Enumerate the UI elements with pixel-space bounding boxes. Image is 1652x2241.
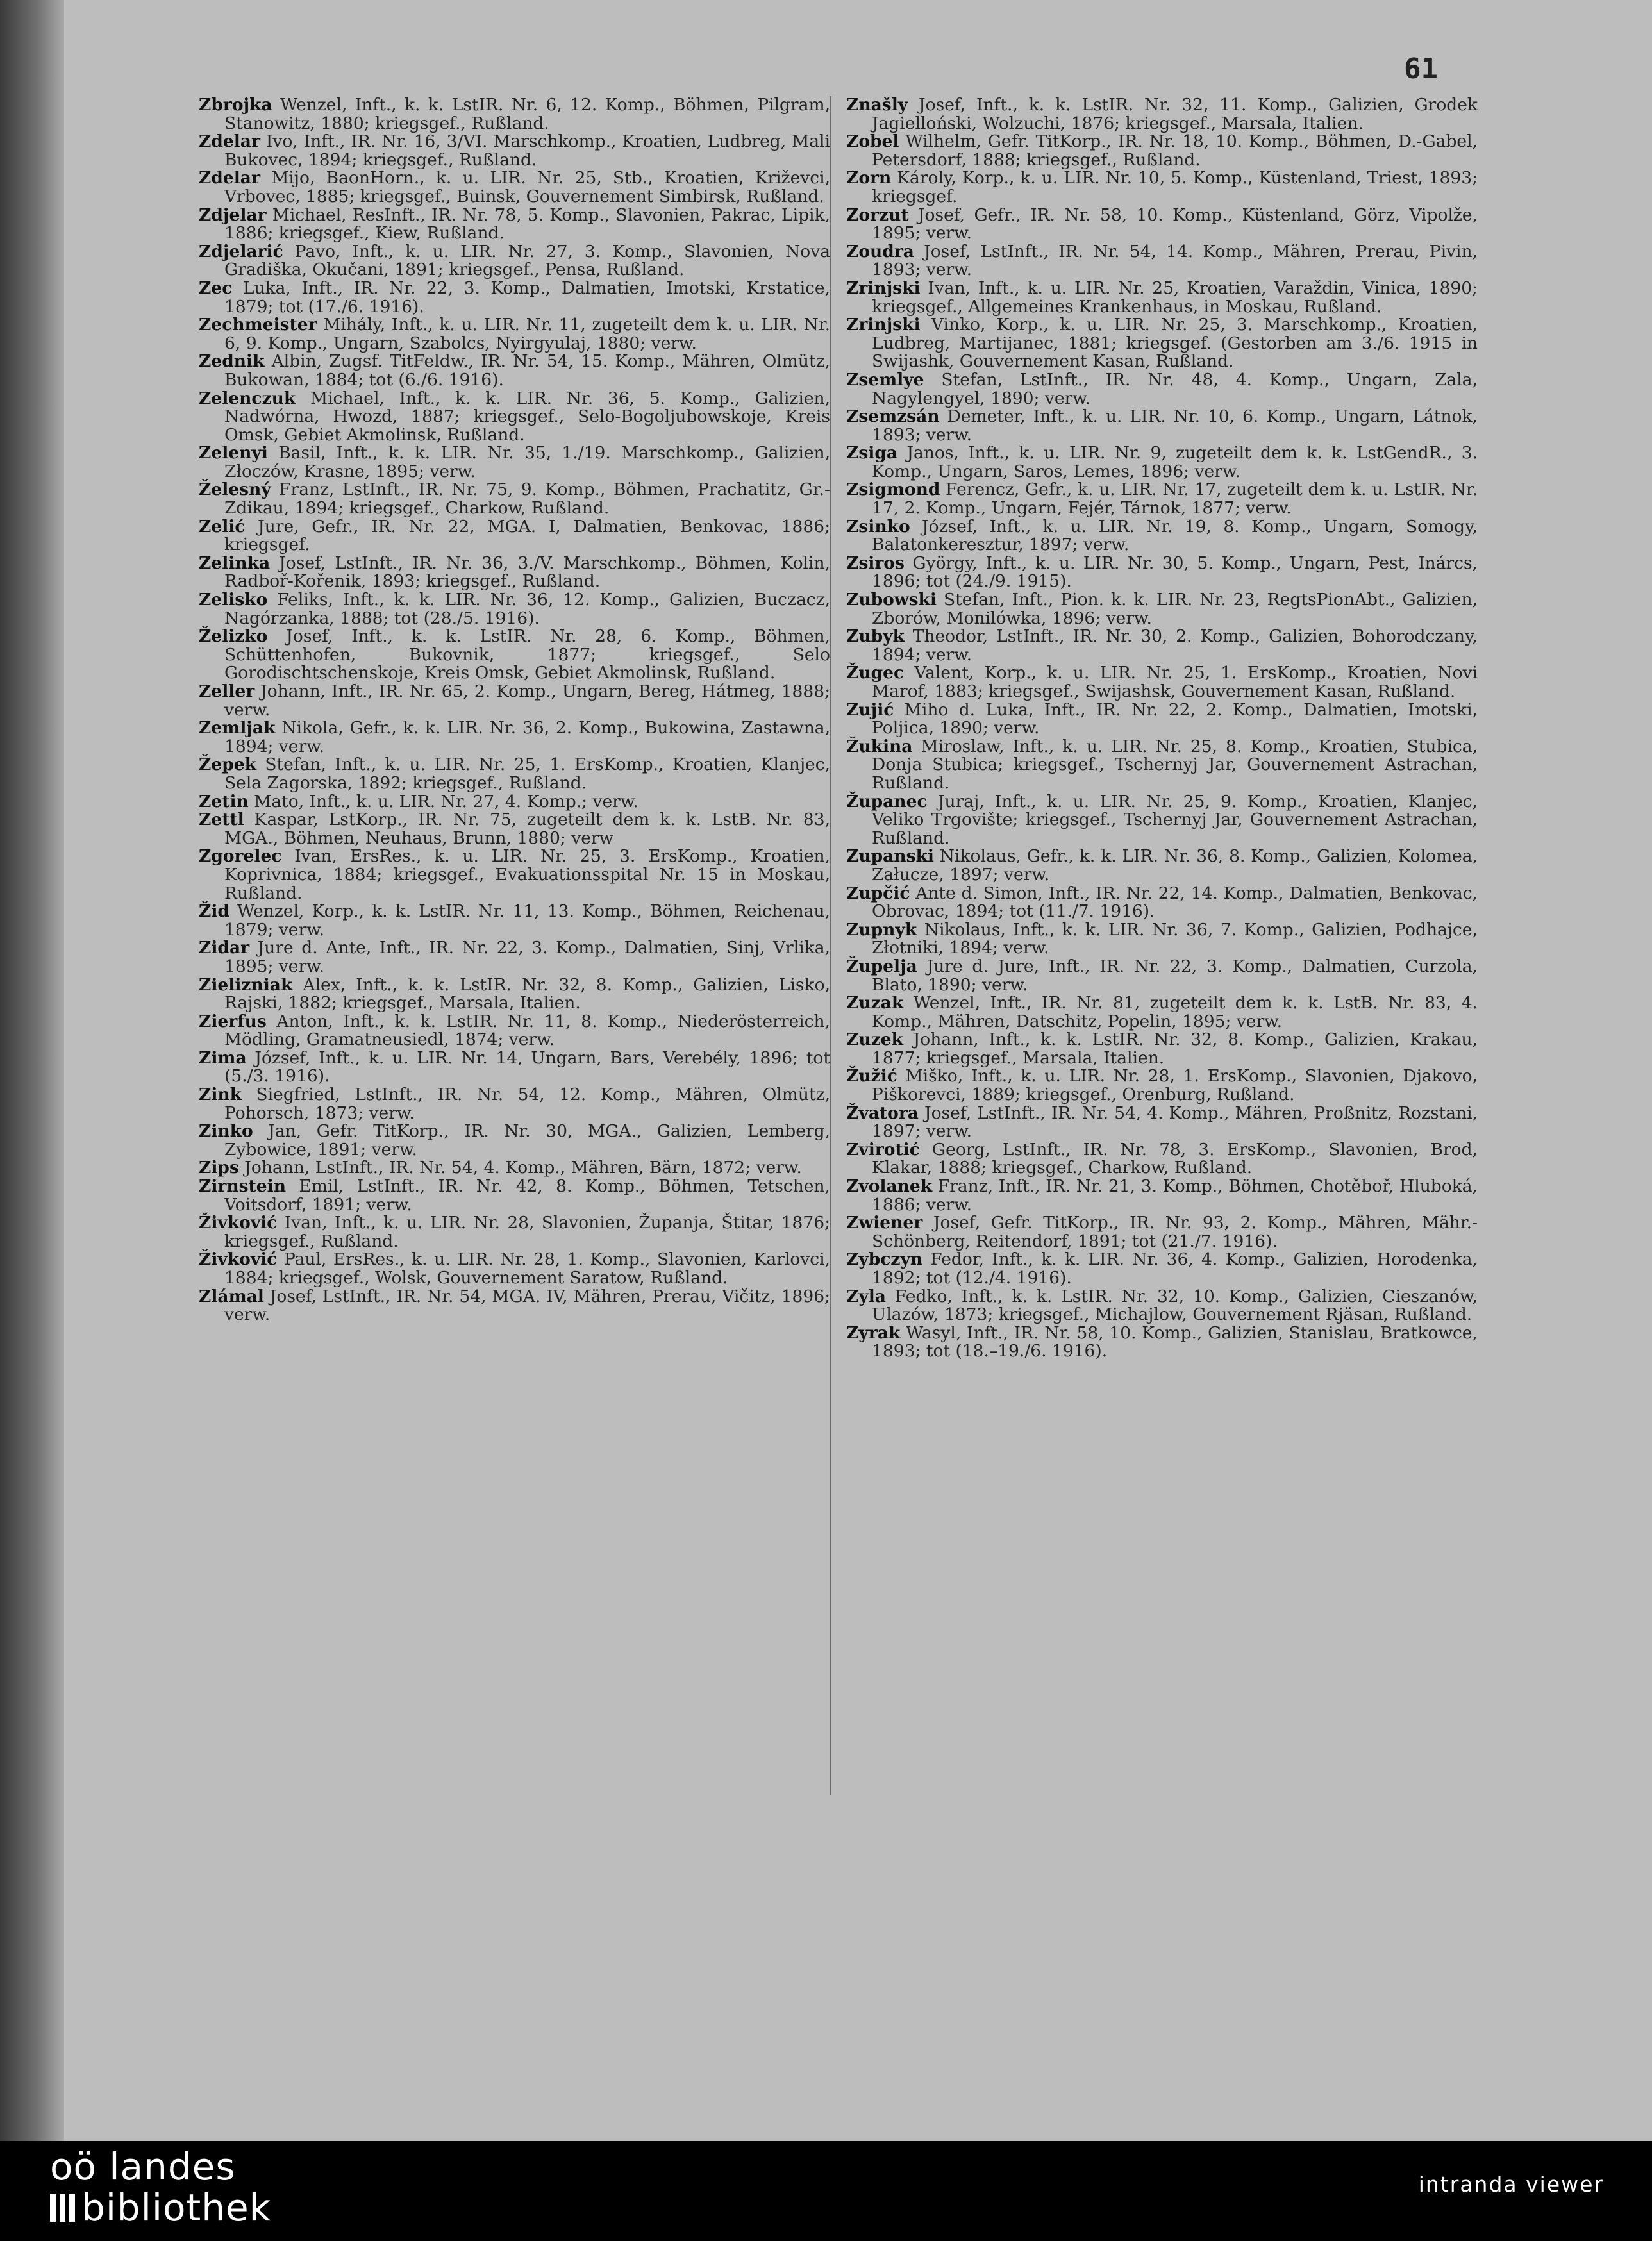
register-entry — [199, 353, 830, 389]
register-entry — [846, 994, 1478, 1031]
register-entry — [846, 408, 1478, 444]
entry-details: Josef, Inft., k. k. LstIR. Nr. 32, 11. Komp., Galizien, Grodek Jagielloński, Wolzuchi, 1876; kriegsgef., Marsala, Italien. — [872, 95, 1478, 133]
entry-details: Wenzel, Korp., k. k. LstIR. Nr. 11, 13. Komp., Böhmen, Reichenau, 1879; verw. — [224, 901, 830, 940]
entry-details: Juraj, Inft., k. u. LIR. Nr. 25, 9. Komp., Kroatien, Klanjec, Veliko Trgovište; kriegsgef., Tschernyj Jar, Gouvernement Astrachan, Rußland. — [872, 791, 1478, 848]
entry-surname: Žepek — [199, 754, 256, 775]
register-entry — [199, 279, 830, 316]
library-logo[interactable] — [50, 2146, 271, 2228]
register-entry — [199, 1288, 830, 1324]
register-entry — [846, 847, 1478, 884]
register-entry — [199, 206, 830, 243]
register-entry — [846, 96, 1478, 133]
entry-surname: Zgorelec — [199, 846, 282, 867]
register-entry — [199, 1251, 830, 1287]
register-entry — [199, 1049, 830, 1086]
register-entry — [199, 243, 830, 279]
register-entry — [846, 316, 1478, 371]
entry-surname: Zdjelarić — [199, 241, 283, 262]
entry-surname: Županec — [846, 791, 928, 812]
entry-surname: Zdelar — [199, 168, 260, 188]
register-entry — [846, 1251, 1478, 1287]
entry-surname: Zemljak — [199, 718, 276, 738]
entry-surname: Zelisko — [199, 590, 268, 610]
entry-surname: Zdjelar — [199, 204, 267, 225]
register-entry — [199, 444, 830, 481]
entry-details: Theodor, LstInft., IR. Nr. 30, 2. Komp., Galizien, Bohorodczany, 1894; verw. — [872, 626, 1478, 665]
entry-details: Anton, Inft., k. k. LstIR. Nr. 11, 8. Komp., Niederösterreich, Mödling, Gramatneusiedl, 1874; verw. — [224, 1011, 830, 1050]
entry-details: Ante d. Simon, Inft., IR. Nr. 22, 14. Komp., Dalmatien, Benkovac, Obrovac, 1894; tot (11./7. 1916). — [872, 883, 1478, 922]
entry-details: Vinko, Korp., k. u. LIR. Nr. 25, 3. Marschkomp., Kroatien, Ludbreg, Martijanec, 1881; kriegsgef. (Gestorben am 3./6. 1915 in Swijashk, Gouvernement Kasan, Rußland. — [872, 315, 1478, 372]
entry-surname: Zelinka — [199, 553, 271, 573]
entry-details: Ivan, Inft., k. u. LIR. Nr. 28, Slavonien, Županja, Štitar, 1876; kriegsgef., Rußland. — [224, 1213, 830, 1251]
register-entry — [846, 1067, 1478, 1104]
register-entry — [846, 1031, 1478, 1067]
entry-surname: Zetin — [199, 791, 249, 812]
right-column — [846, 96, 1478, 1361]
entry-details: Josef, LstInft., IR. Nr. 54, 4. Komp., Mähren, Proßnitz, Rozstani, 1897; verw. — [872, 1103, 1478, 1142]
logo-text-bottom: bibliothek — [81, 2186, 272, 2229]
entry-details: Josef, LstInft., IR. Nr. 54, MGA. IV, Mähren, Prerau, Vičitz, 1896; verw. — [224, 1286, 830, 1325]
entry-surname: Zec — [199, 278, 233, 298]
entry-surname: Zupčić — [846, 883, 910, 903]
register-entry — [199, 518, 830, 554]
register-entry — [199, 591, 830, 628]
register-entry — [846, 738, 1478, 793]
entry-surname: Zelenczuk — [199, 388, 296, 408]
entry-surname: Živković — [199, 1249, 278, 1270]
entry-details: Josef, Gefr., IR. Nr. 58, 10. Komp., Küstenland, Görz, Vipolže, 1895; verw. — [872, 204, 1478, 244]
entry-surname: Živković — [199, 1213, 278, 1233]
entry-details: Miroslaw, Inft., k. u. LIR. Nr. 25, 8. Komp., Kroatien, Stubica, Donja Stubica; kriegsgef., Tschernyj Jar, Gouvernement Astrachan, Rußland. — [872, 736, 1478, 793]
entry-details: Jure d. Jure, Inft., IR. Nr. 22, 3. Komp., Dalmatien, Curzola, Blato, 1890; verw. — [872, 956, 1478, 995]
entry-details: Mihály, Inft., k. u. LIR. Nr. 11, zugeteilt dem k. u. LIR. Nr. 6, 9. Komp., Ungarn, Szabolcs, Nyirgyulaj, 1880; verw. — [224, 315, 830, 353]
entry-details: Johann, LstInft., IR. Nr. 54, 4. Komp., Mähren, Bärn, 1872; verw. — [238, 1158, 802, 1178]
entry-surname: Zelenyi — [199, 443, 268, 463]
register-entry — [846, 1141, 1478, 1178]
entry-details: Stefan, LstInft., IR. Nr. 48, 4. Komp., Ungarn, Zala, Nagylengyel, 1890; verw. — [872, 369, 1478, 408]
entry-surname: Zupanski — [846, 846, 934, 867]
entry-surname: Zeller — [199, 681, 255, 701]
register-entry — [199, 1159, 830, 1178]
entry-details: Michael, ResInft., IR. Nr. 78, 5. Komp., Slavonien, Pakrac, Lipik, 1886; kriegsgef., Kiew, Rußland. — [224, 204, 830, 244]
entry-surname: Zsemlye — [846, 369, 924, 390]
column-divider — [830, 96, 831, 1795]
entry-details: Wilhelm, Gefr. TitKorp., IR. Nr. 18, 10. Komp., Böhmen, D.-Gabel, Petersdorf, 1888; kriegsgef., Rußland. — [872, 131, 1478, 170]
book-gutter — [0, 0, 64, 2141]
entry-details: Stefan, Inft., Pion. k. k. LIR. Nr. 23, RegtsPionAbt., Galizien, Zborów, Monilówka, 1896; verw. — [872, 590, 1478, 628]
entry-surname: Zrinjski — [846, 278, 921, 298]
entry-details: Franz, LstInft., IR. Nr. 75, 9. Komp., Böhmen, Prachatitz, Gr.-Zdikau, 1894; kriegsgef., Charkow, Rußland. — [224, 479, 830, 519]
entry-details: Stefan, Inft., k. u. LIR. Nr. 25, 1. ErsKomp., Kroatien, Klanjec, Sela Zagorska, 1892; kriegsgef., Rußland. — [224, 754, 830, 793]
register-entry — [199, 811, 830, 847]
register-entry — [199, 976, 830, 1013]
entry-details: Alex, Inft., k. k. LstIR. Nr. 32, 8. Komp., Galizien, Lisko, Rajski, 1882; kriegsgef., Marsala, Italien. — [224, 974, 830, 1013]
entry-details: Wenzel, Inft., IR. Nr. 81, zugeteilt dem k. k. LstB. Nr. 83, 4. Komp., Mähren, Datschitz, Popelin, 1895; verw. — [872, 993, 1478, 1031]
entry-surname: Zobel — [846, 131, 899, 152]
entry-surname: Želesný — [199, 479, 271, 500]
entry-details: Wasyl, Inft., IR. Nr. 58, 10. Komp., Galizien, Stanislau, Bratkowce, 1893; tot (18.–19./6. 1916). — [872, 1322, 1478, 1362]
register-entry — [846, 444, 1478, 481]
entry-surname: Zsigmond — [846, 479, 940, 500]
register-entry — [846, 1324, 1478, 1361]
register-entry — [199, 169, 830, 206]
register-entry — [846, 133, 1478, 169]
register-entry — [846, 958, 1478, 994]
entry-details: Valent, Korp., k. u. LIR. Nr. 25, 1. ErsKomp., Kroatien, Novi Marof, 1883; kriegsgef., Swijashsk, Gouvernement Kasan, Rußland. — [872, 663, 1478, 701]
entry-details: Jure, Gefr., IR. Nr. 22, MGA. I, Dalmatien, Benkovac, 1886; kriegsgef. — [224, 516, 830, 555]
register-entry — [846, 591, 1478, 628]
entry-surname: Zink — [199, 1085, 242, 1105]
entry-surname: Zdelar — [199, 131, 260, 152]
register-entry — [846, 628, 1478, 664]
entry-surname: Zorzut — [846, 204, 909, 225]
register-entry — [199, 133, 830, 169]
entry-details: Wenzel, Inft., k. k. LstIR. Nr. 6, 12. Komp., Böhmen, Pilgram, Stanowitz, 1880; kriegsgef., Rußland. — [224, 95, 830, 133]
logo-row-bottom — [50, 2187, 271, 2228]
register-entry — [199, 96, 830, 133]
entry-details: Miško, Inft., k. u. LIR. Nr. 28, 1. ErsKomp., Slavonien, Djakovo, Piškorevci, 1889; kriegsgef., Orenburg, Rußland. — [872, 1066, 1478, 1105]
entry-details: Basil, Inft., k. k. LIR. Nr. 35, 1./19. Marschkomp., Galizien, Złoczów, Krasne, 1895; verw. — [224, 443, 830, 481]
entry-surname: Zybczyn — [846, 1249, 923, 1270]
entry-details: József, Inft., k. u. LIR. Nr. 19, 8. Komp., Ungarn, Somogy, Balatonkeresztur, 1897; verw. — [872, 516, 1478, 555]
entry-surname: Zuzak — [846, 993, 904, 1013]
register-entry — [199, 316, 830, 353]
register-entry — [199, 939, 830, 976]
entry-surname: Žukina — [846, 736, 913, 756]
register-entry — [846, 554, 1478, 591]
entry-surname: Žugec — [846, 663, 905, 683]
entry-surname: Žužić — [846, 1066, 897, 1087]
register-entry — [846, 243, 1478, 279]
viewer-brand-label: intranda viewer — [1418, 2172, 1604, 2197]
entry-surname: Zsiros — [846, 553, 905, 573]
entry-surname: Zima — [199, 1047, 247, 1068]
register-entry — [199, 756, 830, 792]
page-number: 61 — [1404, 53, 1438, 85]
register-entry — [846, 1104, 1478, 1141]
entry-details: Ferencz, Gefr., k. u. LIR. Nr. 17, zugeteilt dem k. u. LstIR. Nr. 17, 2. Komp., Ungarn, Fejér, Tárnok, 1877; verw. — [872, 479, 1478, 519]
entry-details: Jan, Gefr. TitKorp., IR. Nr. 30, MGA., Galizien, Lemberg, Zybowice, 1891; verw. — [224, 1121, 830, 1160]
entry-details: Jure d. Ante, Inft., IR. Nr. 22, 3. Komp., Dalmatien, Sinj, Vrlika, 1895; verw. — [224, 938, 830, 976]
register-entry — [199, 1086, 830, 1122]
entry-surname: Zirnstein — [199, 1176, 286, 1197]
register-entry — [199, 1122, 830, 1159]
entry-surname: Zips — [199, 1158, 239, 1178]
entry-details: Károly, Korp., k. u. LIR. Nr. 10, 5. Komp., Küstenland, Triest, 1893; kriegsgef. — [872, 168, 1478, 206]
register-entry — [199, 719, 830, 756]
entry-surname: Zidar — [199, 938, 250, 958]
entry-details: Pavo, Inft., k. u. LIR. Nr. 27, 3. Komp., Slavonien, Nova Gradiška, Okučani, 1891; kriegsgef., Pensa, Rußland. — [224, 241, 830, 280]
register-entry — [199, 1178, 830, 1214]
register-entry — [846, 279, 1478, 316]
entry-surname: Zoudra — [846, 241, 914, 262]
entry-surname: Zyla — [846, 1286, 886, 1306]
entry-details: Siegfried, LstInft., IR. Nr. 54, 12. Komp., Mähren, Olmütz, Pohorsch, 1873; verw. — [224, 1085, 830, 1123]
entry-surname: Zierfus — [199, 1011, 267, 1031]
entry-details: Feliks, Inft., k. k. LIR. Nr. 36, 12. Komp., Galizien, Buczacz, Nagórzanka, 1888; tot (28./5. 1916). — [224, 590, 830, 628]
entry-details: Nikola, Gefr., k. k. LIR. Nr. 36, 2. Komp., Bukowina, Zastawna, 1894; verw. — [224, 718, 830, 756]
logo-bars-icon — [50, 2194, 75, 2222]
entry-details: Nikolaus, Gefr., k. k. LIR. Nr. 36, 8. Komp., Galizien, Kolomea, Załucze, 1897; verw. — [872, 846, 1478, 885]
register-entry — [199, 1013, 830, 1049]
entry-surname: Zvirotić — [846, 1139, 920, 1160]
entry-details: Josef, Gefr. TitKorp., IR. Nr. 93, 2. Komp., Mähren, Mähr.-Schönberg, Reitendorf, 1891; tot (21./7. 1916). — [872, 1213, 1478, 1251]
entry-surname: Zyrak — [846, 1322, 901, 1343]
register-entry — [199, 683, 830, 719]
entry-surname: Zsemzsán — [846, 406, 940, 427]
entry-surname: Zuzek — [846, 1029, 903, 1050]
register-entry — [199, 903, 830, 939]
register-entry — [846, 371, 1478, 408]
entry-surname: Zvolanek — [846, 1176, 933, 1197]
entry-surname: Želizko — [199, 626, 268, 647]
entry-details: Nikolaus, Inft., k. k. LIR. Nr. 36, 7. Komp., Galizien, Podhajce, Złotniki, 1894; verw. — [872, 919, 1478, 958]
entry-details: Michael, Inft., k. k. LIR. Nr. 36, 5. Komp., Galizien, Nadwórna, Hwozd, 1887; kriegsgef., Selo-Bogoljubowskoje, Kreis Omsk, Gebiet Akmolinsk, Rußland. — [224, 388, 830, 445]
register-entry — [846, 701, 1478, 738]
register-entry — [199, 1214, 830, 1251]
entry-surname: Zechmeister — [199, 315, 317, 335]
entry-surname: Zlámal — [199, 1286, 264, 1306]
entry-surname: Zubowski — [846, 590, 937, 610]
entry-details: Josef, LstInft., IR. Nr. 54, 14. Komp., Mähren, Prerau, Pivin, 1893; verw. — [872, 241, 1478, 280]
register-entry — [846, 481, 1478, 517]
entry-details: Josef, LstInft., IR. Nr. 36, 3./V. Marschkomp., Böhmen, Kolin, Radboř-Kořenik, 1893; kriegsgef., Rußland. — [224, 553, 830, 592]
entry-details: Albin, Zugsf. TitFeldw., IR. Nr. 54, 15. Komp., Mähren, Olmütz, Bukowan, 1884; tot (6./6. 1916). — [224, 351, 830, 390]
entry-surname: Žid — [199, 901, 229, 922]
entry-details: József, Inft., k. u. LIR. Nr. 14, Ungarn, Bars, Verebély, 1896; tot (5./3. 1916). — [224, 1047, 830, 1087]
entry-details: Ivan, Inft., k. u. LIR. Nr. 25, Kroatien, Varaždin, Vinica, 1890; kriegsgef., Allgemeines Krankenhaus, in Moskau, Rußland. — [872, 278, 1478, 317]
entry-details: Fedko, Inft., k. k. LstIR. Nr. 32, 10. Komp., Galizien, Cieszanów, Ulazów, 1873; kriegsgef., Michajlow, Gouvernement Rjäsan, Rußland. — [872, 1286, 1478, 1325]
entry-details: Luka, Inft., IR. Nr. 22, 3. Komp., Dalmatien, Imotski, Krstatice, 1879; tot (17./6. 1916). — [224, 278, 830, 317]
entry-details: György, Inft., k. u. LIR. Nr. 30, 5. Komp., Ungarn, Pest, Inárcs, 1896; tot (24./9. 1915). — [872, 553, 1478, 592]
register-entry — [846, 1214, 1478, 1251]
register-entry — [199, 847, 830, 903]
entry-details: Ivan, ErsRes., k. u. LIR. Nr. 25, 3. ErsKomp., Kroatien, Koprivnica, 1884; kriegsgef., Evakuationsspital Nr. 15 in Moskau, Rußland. — [224, 846, 830, 903]
register-entry — [846, 885, 1478, 921]
entry-details: Miho d. Luka, Inft., IR. Nr. 22, 2. Komp., Dalmatien, Imotski, Poljica, 1890; verw. — [872, 699, 1478, 738]
entry-details: Johann, Inft., k. k. LstIR. Nr. 32, 8. Komp., Galizien, Krakau, 1877; kriegsgef., Marsala, Italien. — [872, 1029, 1478, 1068]
entry-surname: Župelja — [846, 956, 917, 976]
entry-surname: Zujić — [846, 699, 894, 720]
register-entry — [846, 206, 1478, 243]
entry-surname: Znašly — [846, 95, 908, 115]
register-entry — [199, 481, 830, 517]
entry-surname: Žvatora — [846, 1103, 919, 1123]
entry-details: Demeter, Inft., k. u. LIR. Nr. 10, 6. Komp., Ungarn, Látnok, 1893; verw. — [872, 406, 1478, 445]
entry-details: Mijo, BaonHorn., k. u. LIR. Nr. 25, Stb., Kroatien, Križevci, Vrbovec, 1885; kriegsgef., Buinsk, Gouvernement Simbirsk, Rußland. — [224, 168, 830, 206]
entry-details: Janos, Inft., k. u. LIR. Nr. 9, zugeteilt dem k. k. LstGendR., 3. Komp., Ungarn, Saros, Lemes, 1896; verw. — [872, 443, 1478, 481]
register-entry — [846, 793, 1478, 848]
entry-surname: Zednik — [199, 351, 265, 372]
entry-surname: Zsiga — [846, 443, 898, 463]
register-entry — [199, 793, 830, 812]
register-entry — [199, 390, 830, 445]
entry-surname: Zubyk — [846, 626, 905, 647]
entry-surname: Zettl — [199, 810, 244, 830]
left-column — [199, 96, 830, 1324]
register-entry — [199, 628, 830, 683]
entry-details: Fedor, Inft., k. k. LIR. Nr. 36, 4. Komp., Galizien, Horodenka, 1892; tot (12./4. 1916). — [872, 1249, 1478, 1288]
register-entry — [846, 921, 1478, 958]
entry-surname: Zwiener — [846, 1213, 923, 1233]
logo-text-top: oö landes — [50, 2145, 236, 2188]
entry-surname: Zielizniak — [199, 974, 293, 995]
register-entry — [846, 664, 1478, 701]
entry-surname: Zelić — [199, 516, 246, 537]
entry-surname: Zbrojka — [199, 95, 272, 115]
entry-surname: Zsinko — [846, 516, 910, 537]
entry-details: Georg, LstInft., IR. Nr. 78, 3. ErsKomp., Slavonien, Brod, Klakar, 1888; kriegsgef., Charkow, Rußland. — [872, 1139, 1478, 1178]
entry-details: Josef, Inft., k. k. LstIR. Nr. 28, 6. Komp., Böhmen, Schüttenhofen, Bukovnik, 1877; kriegsgef., Selo Gorodischtschenskoje, Kreis Omsk, Gebiet Akmolinsk, Rußland. — [224, 626, 830, 683]
register-entry — [846, 1178, 1478, 1214]
entry-details: Paul, ErsRes., k. u. LIR. Nr. 28, 1. Komp., Slavonien, Karlovci, 1884; kriegsgef., Wolsk, Gouvernement Saratow, Rußland. — [224, 1249, 830, 1288]
register-entry — [199, 554, 830, 591]
entry-details: Emil, LstInft., IR. Nr. 42, 8. Komp., Böhmen, Tetschen, Voitsdorf, 1891; verw. — [224, 1176, 830, 1215]
entry-details: Kaspar, LstKorp., IR. Nr. 75, zugeteilt dem k. k. LstB. Nr. 83, MGA., Böhmen, Neuhaus, Brunn, 1880; verw — [224, 810, 830, 848]
entry-details: Mato, Inft., k. u. LIR. Nr. 27, 4. Komp.; verw. — [248, 791, 638, 812]
entry-surname: Zupnyk — [846, 919, 917, 940]
register-entry — [846, 169, 1478, 206]
entry-surname: Zinko — [199, 1121, 253, 1142]
register-entry — [846, 518, 1478, 554]
entry-details: Ivo, Inft., IR. Nr. 16, 3/VI. Marschkomp., Kroatien, Ludbreg, Mali Bukovec, 1894; kriegsgef., Rußland. — [224, 131, 830, 170]
entry-details: Franz, Inft., IR. Nr. 21, 3. Komp., Böhmen, Chotěboř, Hluboká, 1886; verw. — [872, 1176, 1478, 1215]
register-entry — [846, 1288, 1478, 1324]
entry-surname: Zrinjski — [846, 315, 921, 335]
entry-surname: Zorn — [846, 168, 892, 188]
entry-details: Johann, Inft., IR. Nr. 65, 2. Komp., Ungarn, Bereg, Hátmeg, 1888; verw. — [224, 681, 830, 720]
